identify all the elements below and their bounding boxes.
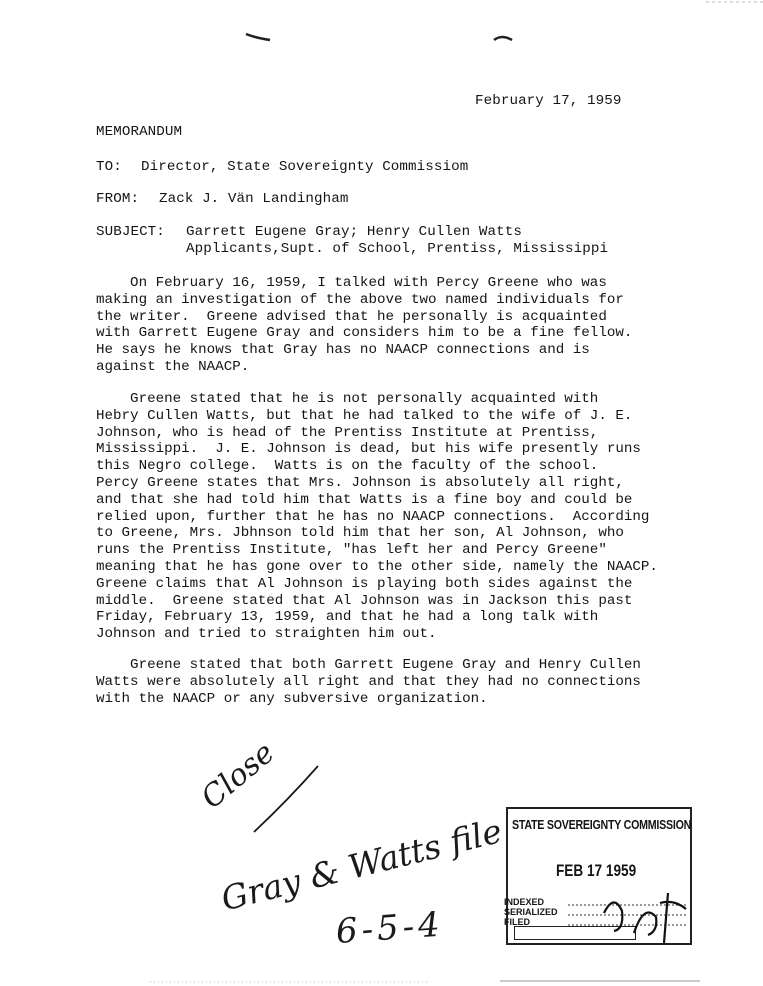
close-underline-icon [248,760,328,840]
paragraph-line: middle. Greene stated that Al Johnson was in Jackson this past [96,592,633,609]
paragraph-line: Johnson and tried to straighten him out. [96,626,437,643]
stamp-initials-icon [594,873,694,953]
from-value: Zack J. Vän Landingham [159,191,349,207]
memo-date: February 17, 1959 [475,93,622,109]
subject-line-1: Garrett Eugene Gray; Henry Cullen Watts [186,224,522,240]
top-scan-marks [0,0,763,60]
paragraph-line: with the NAACP or any subversive organization. [96,690,488,707]
paragraph-line: He says he knows that Gray has no NAACP connections and is [96,342,590,359]
to-label: TO: [96,159,122,175]
commission-stamp [506,807,692,945]
paragraph-line: Mississippi. J. E. Johnson is dead, but his wife presently runs [96,441,641,458]
subject-label: SUBJECT: [96,224,165,240]
memo-heading: MEMORANDUM [96,124,183,140]
from-label: FROM: [96,191,140,207]
paragraph-line: to Greene, Mrs. Jbhnson told him that her son, Al Johnson, who [96,525,624,542]
stamp-date: FEB 17 1959 [556,861,637,880]
paragraph-line: Greene stated that he is not personally acquainted with [96,391,599,407]
paragraph-line: Johnson, who is head of the Prentiss Institute at Prentiss, [96,424,599,441]
paragraph-line: against the NAACP. [96,358,250,375]
paragraph-line: this Negro college. Watts is on the faculty of the school. [96,458,599,475]
to-value: Director, State Sovereignty Commissiom [141,159,469,175]
paragraph-line: runs the Prentiss Institute, "has left her and Percy Greene" [96,542,607,559]
paragraph-line: Greene stated that both Garrett Eugene Gray and Henry Cullen [96,657,641,673]
stamp-title: STATE SOVEREIGNTY COMMISSION [512,817,692,832]
paragraph-line: with Garrett Eugene Gray and considers him to be a fine fellow. [96,325,633,342]
paragraph-line: making an investigation of the above two named individuals for [96,291,624,308]
paragraph-line: relied upon, further that he has no NAACP connections. According [96,508,650,525]
paragraph-line: and that she had told him that Watts is a fine boy and could be [96,491,633,508]
paragraph-line: the writer. Greene advised that he personally is acquainted [96,308,607,325]
bottom-scan-artifacts [0,976,763,986]
handwritten-close: Close [194,735,282,816]
handwritten-file-note: Gray & Watts file [217,811,506,919]
handwritten-code: 6-5-4 [334,904,446,952]
paragraph-line: Percy Greene states that Mrs. Johnson is absolutely all right, [96,474,624,491]
stamp-filed: FILED [504,917,530,927]
paragraph-line: Friday, February 13, 1959, and that he had a long talk with [96,609,599,626]
paragraph-line: Watts were absolutely all right and that they had no connections [96,673,641,690]
paragraph-line: Hebry Cullen Watts, but that he had talked to the wife of J. E. [96,407,633,424]
subject-line-2: Applicants,Supt. of School, Prentiss, Mississippi [186,241,609,257]
stamp-indexed: INDEXED [504,897,545,907]
paragraph-1 [96,275,696,376]
paragraph-3 [96,657,696,707]
paragraph-line: On February 16, 1959, I talked with Percy Greene who was [96,275,607,291]
stamp-serialized: SERIALIZED [504,907,558,917]
paragraph-line: Greene claims that Al Johnson is playing both sides against the [96,575,633,592]
paragraph-2 [96,391,696,643]
paragraph-line: meaning that he has gone over to the other side, namely the NAACP. [96,558,658,575]
